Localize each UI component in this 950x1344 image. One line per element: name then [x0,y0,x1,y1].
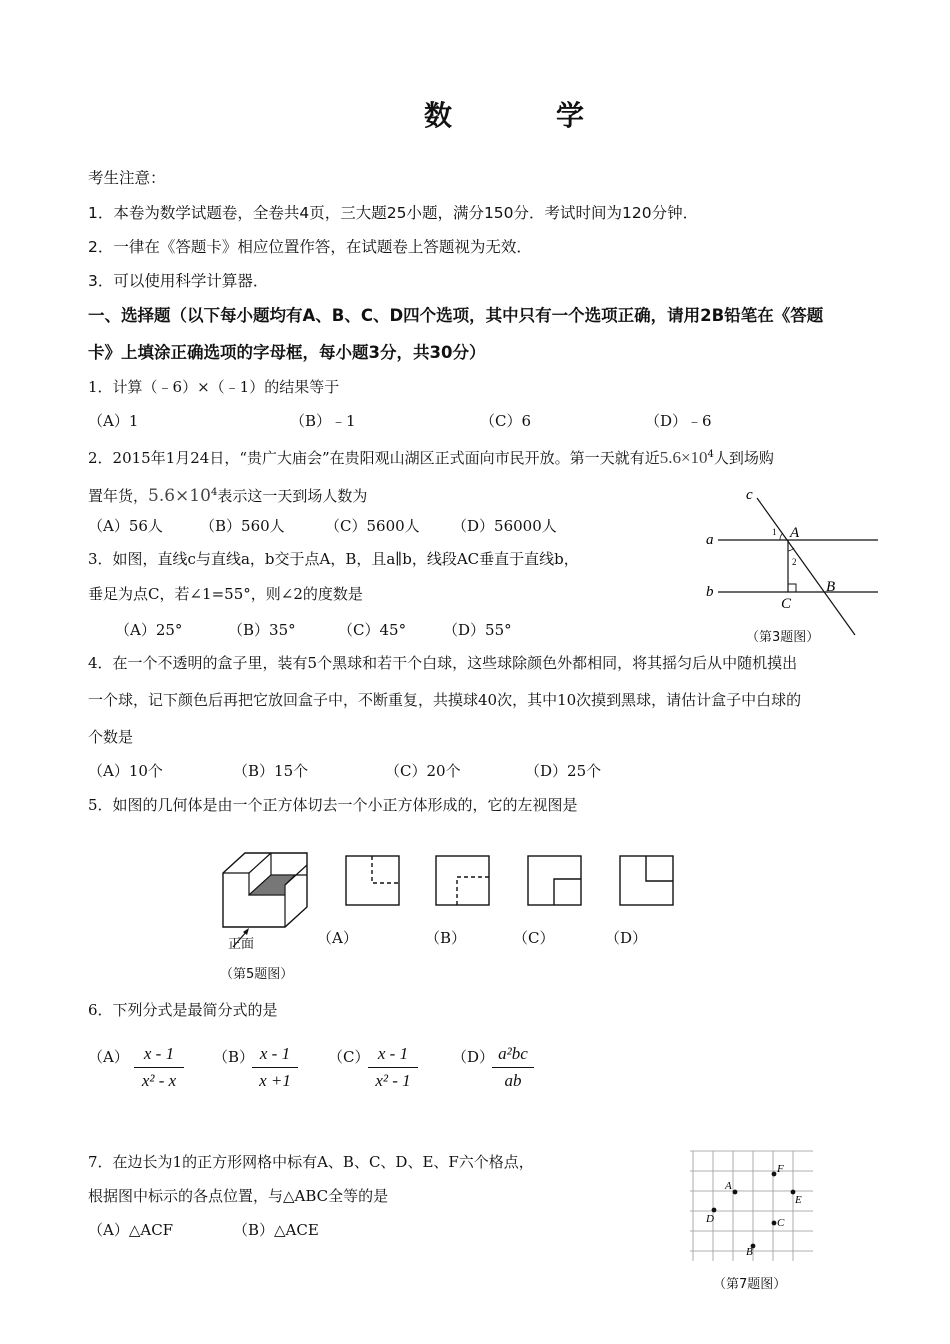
q6-option-b-fraction [252,1044,298,1091]
label-point-b: B [826,579,836,595]
q3-caption: （第3题图） [746,630,820,645]
q4-option-d: （D）25个 [525,762,602,780]
q2-stem-c: 置年货， [88,487,149,505]
q6-b-denominator: x +1 [259,1071,291,1090]
q5-option-c: （C） [513,929,555,947]
q3-stem-line-1: 3．如图，直线c与直线a，b交于点A，B，且a∥b，线段AC垂直于直线b， [88,550,579,568]
q3-option-a: （A）25° [115,621,183,639]
q5-view-c [527,855,583,907]
q5-option-a: （A） [317,929,358,947]
q2-option-a: （A）56人 [88,517,163,535]
q6-a-numerator: x - 1 [143,1044,175,1063]
q5-caption: （第5题图） [220,967,294,982]
q4-line-3: 个数是 [88,728,134,746]
label-b: B [746,1246,753,1258]
q3-stem-line-2: 垂足为点C，若∠1=55°，则∠2的度数是 [88,585,363,603]
point-c [772,1221,777,1226]
q4-option-c: （C）20个 [385,762,461,780]
q7-option-b: （B）△ACE [233,1221,319,1239]
q7-line-2: 根据图中标示的各点位置，与△ABC全等的是 [88,1187,389,1205]
cut-shaded-face [249,875,295,895]
angle-2-arc [788,548,794,551]
q6-option-a-fraction [134,1044,184,1091]
label-e: E [795,1194,802,1206]
q6-option-d-fraction [492,1044,534,1091]
q6-option-a-label: （A） [88,1048,129,1066]
q4-line-2: 一个球，记下颜色后再把它放回盒子中，不断重复，共摸球40次，其中10次摸到黑球，请估计盒子中白球的 [88,691,802,709]
point-d [712,1208,717,1213]
q6-option-d-label: （D） [452,1048,495,1066]
q3-option-d: （D）55° [443,621,512,639]
q3-figure [700,485,890,650]
notice-item-1: 1．本卷为数学试题卷，全卷共4页，三大题25小题，满分150分．考试时间为120分钟． [88,204,699,222]
q7-grid-figure [688,1148,818,1266]
notice-heading: 考生注意： [88,169,166,187]
notice-item-2: 2．一律在《答题卡》相应位置作答，在试题卷上答题视为无效． [88,238,532,256]
label-f: F [777,1163,784,1175]
line-c [757,498,855,635]
label-a: a [706,532,714,548]
q7-line-1: 7．在边长为1的正方形网格中标有A、B、C、D、E、F六个格点， [88,1153,534,1171]
q2-sci-exp: 4 [707,449,714,460]
q6-option-c-label: （C） [328,1048,370,1066]
right-angle-mark [788,584,796,592]
q5-view-b [435,855,491,907]
q6-c-numerator: x - 1 [377,1044,409,1063]
page-title: 数 学 [424,99,623,132]
q6-b-numerator: x - 1 [259,1044,291,1063]
label-angle-2: 2 [792,557,797,567]
q5-option-b: （B） [425,929,467,947]
notice-item-3: 3．可以使用科学计算器． [88,272,269,290]
q2-sci-number: 5.6×10 [659,448,708,467]
q2-option-b: （B）560人 [200,517,285,535]
q6-a-denominator: x² - x [141,1071,177,1090]
q6-option-b-label: （B） [213,1048,255,1066]
q2-sci-exp-2: 4 [210,487,218,498]
label-a: A [725,1180,732,1192]
q1-option-b: （B）﹣1 [290,412,356,430]
q6-d-denominator: ab [504,1071,522,1090]
label-point-c: C [781,596,792,612]
q1-stem: 1．计算（﹣6）×（﹣1）的结果等于 [88,378,340,396]
q1-option-a: （A）1 [88,412,139,430]
point-f [772,1172,777,1177]
q2-option-c: （C）5600人 [325,517,420,535]
q2-sci-number-2: 5.6×10 [148,486,211,506]
q3-option-b: （B）35° [228,621,296,639]
q5-option-d: （D） [605,929,648,947]
label-b: b [706,584,714,600]
q4-option-b: （B）15个 [233,762,309,780]
q2-stem-d: 表示这一天到场人数为 [217,487,368,505]
label-point-a: A [790,525,800,541]
q2-stem-b: 人到场购 [713,449,774,467]
q6-stem: 6．下列分式是最简分式的是 [88,1001,278,1019]
label-c: C [777,1217,785,1229]
q6-d-numerator: a²bc [498,1044,528,1063]
section-heading-line-2: 卡》上填涂正确选项的字母框，每小题3分，共30分） [88,343,486,362]
q5-stem: 5．如图的几何体是由一个正方体切去一个小正方体形成的，它的左视图是 [88,796,578,814]
label-angle-1: 1 [772,527,777,537]
q3-option-c: （C）45° [338,621,407,639]
q7-option-a: （A）△ACF [88,1221,174,1239]
section-heading-line-1: 一、选择题（以下每小题均有A、B、C、D四个选项，其中只有一个选项正确，请用2B铅笔在《答题 [88,306,824,325]
q1-option-c: （C）6 [480,412,532,430]
q2-option-d: （D）56000人 [452,517,557,535]
q1-option-d: （D）﹣6 [645,412,712,430]
label-d: D [706,1213,714,1225]
q5-front-label: 正面 [228,937,255,952]
q5-view-a [345,855,401,907]
q6-c-denominator: x² - 1 [375,1071,411,1090]
q6-option-c-fraction [368,1044,418,1091]
label-c: c [746,487,753,503]
q4-line-1: 4．在一个不透明的盒子里，装有5个黑球和若干个白球，这些球除颜色外都相同，将其摇匀后从中随机摸出 [88,654,798,672]
q2-stem-line-2 [88,483,367,506]
q7-caption: （第7题图） [713,1277,787,1292]
point-a [733,1190,738,1195]
q4-option-a: （A）10个 [88,762,163,780]
q2-stem-a: 2．2015年1月24日，“贵广大庙会”在贵阳观山湖区正式面向市民开放。第一天就有近 [88,449,660,467]
q5-view-d [619,855,675,907]
q2-stem-line-1 [88,445,774,468]
